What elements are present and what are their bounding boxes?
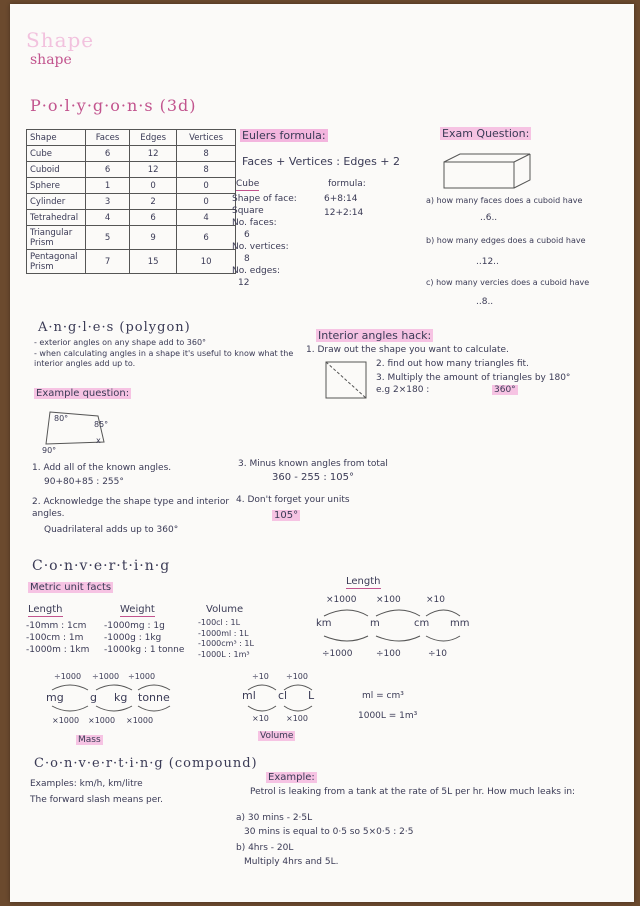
table-cell: 3 bbox=[86, 194, 130, 210]
volume-label bbox=[258, 730, 295, 742]
volume-unit-cl: cl bbox=[278, 689, 288, 702]
metric-volume-lines bbox=[198, 618, 254, 660]
metric-length-lines bbox=[26, 620, 89, 656]
table-cell: 9 bbox=[130, 226, 177, 250]
interior-answer bbox=[492, 384, 518, 396]
table-row bbox=[27, 226, 236, 250]
table-cell: 2 bbox=[130, 194, 177, 210]
metric-weight-line: -1000mg : 1g bbox=[104, 621, 165, 631]
angles-step2: 2. Acknowledge the shape type and interior angles. bbox=[32, 497, 230, 519]
table-cell: Cylinder bbox=[27, 194, 86, 210]
shape-heading: shape bbox=[30, 52, 72, 68]
metric-length-line: -1000m : 1km bbox=[26, 645, 90, 655]
metric-length-line: -100cm : 1m bbox=[26, 633, 84, 643]
interior-step1: 1. Draw out the shape you want to calculate. bbox=[306, 345, 509, 355]
table-cell: Triangular Prism bbox=[27, 226, 86, 250]
length-unit-m: m bbox=[370, 618, 380, 629]
euler-title-text: Eulers formula: bbox=[242, 129, 326, 142]
euler-formula-line2: 12+2:14 bbox=[324, 208, 364, 218]
compound-example-title bbox=[266, 772, 317, 784]
converting-title: C·o·n·v·e·r·t·i·n·g bbox=[32, 558, 171, 574]
cuboid-sketch bbox=[442, 152, 534, 192]
table-cell: 6 bbox=[130, 210, 177, 226]
angles-step4-answer-text: 105° bbox=[274, 510, 299, 521]
metric-volume-line: -1000ml : 1L bbox=[198, 628, 249, 638]
exam-q3: c) how many vercies does a cuboid have bbox=[426, 278, 590, 287]
metric-length-title: Length bbox=[28, 604, 63, 615]
compound-a-note: 30 mins is equal to 0·5 so 5×0·5 : 2·5 bbox=[244, 827, 414, 837]
table-cell: 12 bbox=[130, 162, 177, 178]
mass-mult-1: ×1000 bbox=[52, 716, 80, 725]
volume-div-1: ÷10 bbox=[252, 672, 269, 681]
metric-weight-title: Weight bbox=[120, 604, 155, 615]
polygons-table bbox=[26, 129, 236, 274]
length-div-2: ÷100 bbox=[376, 649, 401, 659]
angles-bullets bbox=[34, 338, 304, 370]
shape-of-face-label: Shape of face: bbox=[232, 194, 297, 204]
angles-step4-answer bbox=[272, 510, 300, 522]
table-cell: 6 bbox=[177, 226, 236, 250]
length-unit-km: km bbox=[316, 618, 332, 629]
table-cell: 8 bbox=[177, 162, 236, 178]
table-cell: 8 bbox=[177, 146, 236, 162]
euler-formula: Faces + Vertices : Edges + 2 bbox=[242, 155, 401, 168]
table-header: Vertices bbox=[177, 130, 236, 146]
table-row bbox=[27, 210, 236, 226]
compound-b-label: b) 4hrs - 20L bbox=[236, 843, 294, 853]
metric-weight-line: -1000g : 1kg bbox=[104, 633, 162, 643]
mass-div-1: ÷1000 bbox=[54, 672, 82, 681]
angles-step1-calc: 90+80+85 : 255° bbox=[44, 477, 124, 487]
exam-title-text: Exam Question: bbox=[442, 127, 530, 140]
faces-value: 6 bbox=[244, 230, 250, 240]
metric-volume-line: -1000L : 1m³ bbox=[198, 649, 250, 659]
vertices-value: 8 bbox=[244, 254, 250, 264]
metric-weight-lines bbox=[104, 620, 184, 656]
volume-eq2: 1000L = 1m³ bbox=[358, 711, 418, 721]
table-cell: 1 bbox=[86, 178, 130, 194]
mass-div-3: ÷1000 bbox=[128, 672, 156, 681]
table-cell: Cube bbox=[27, 146, 86, 162]
square-triangles-figure bbox=[324, 360, 370, 400]
euler-cube-heading: Cube bbox=[236, 179, 260, 189]
faces-label: No. faces: bbox=[232, 218, 277, 228]
interior-title bbox=[316, 330, 433, 342]
table-cell: 6 bbox=[86, 162, 130, 178]
compound-examples: Examples: km/h, km/litre bbox=[30, 779, 143, 789]
vertices-label: No. vertices: bbox=[232, 242, 289, 252]
angles-example-title-text: Example question: bbox=[36, 388, 130, 399]
exam-a3: ..8.. bbox=[476, 297, 494, 307]
compound-a-label: a) 30 mins - 2·5L bbox=[236, 813, 313, 823]
angle-80-label: 80° bbox=[54, 414, 69, 423]
length-mult-1: ×1000 bbox=[326, 595, 357, 605]
table-row bbox=[27, 250, 236, 274]
table-header: Faces bbox=[86, 130, 130, 146]
angle-x-label: x bbox=[96, 436, 101, 445]
table-cell: 0 bbox=[130, 178, 177, 194]
mass-mult-3: ×1000 bbox=[126, 716, 154, 725]
length-div-1: ÷1000 bbox=[322, 649, 353, 659]
table-cell: Sphere bbox=[27, 178, 86, 194]
interior-answer-text: 360° bbox=[494, 385, 516, 395]
table-cell: 6 bbox=[86, 146, 130, 162]
metric-volume-line: -100cl : 1L bbox=[198, 618, 241, 627]
metric-volume-title: Volume bbox=[206, 604, 244, 615]
exam-a1: ..6.. bbox=[480, 213, 498, 223]
compound-title: C·o·n·v·e·r·t·i·n·g (compound) bbox=[34, 756, 258, 771]
metric-weight-line: -1000kg : 1 tonne bbox=[104, 645, 185, 655]
table-cell: 15 bbox=[130, 250, 177, 274]
angles-example-title bbox=[34, 388, 131, 400]
angle-85-label: 85° bbox=[94, 420, 109, 429]
mass-unit-kg: kg bbox=[114, 691, 128, 704]
euler-cube-facts bbox=[232, 193, 312, 289]
angles-bullet: - when calculating angles in a shape it's useful to know what the interior angles add up to. bbox=[34, 348, 294, 368]
table-cell: 4 bbox=[86, 210, 130, 226]
table-cell: 7 bbox=[86, 250, 130, 274]
compound-problem: Petrol is leaking from a tank at the rate of 5L per hr. How much leaks in: bbox=[250, 787, 576, 797]
mass-unit-g: g bbox=[90, 691, 97, 704]
interior-step2: 2. find out how many triangles fit. bbox=[376, 359, 529, 369]
edges-value: 12 bbox=[238, 278, 250, 288]
exam-a2: ..12.. bbox=[476, 257, 499, 267]
angles-step3-calc: 360 - 255 : 105° bbox=[272, 472, 354, 483]
shape-ghost-heading: Shape bbox=[26, 28, 95, 52]
table-row bbox=[27, 194, 236, 210]
angles-bullet: - exterior angles on any shape add to 360° bbox=[34, 338, 207, 347]
mass-div-2: ÷1000 bbox=[92, 672, 120, 681]
exam-q1: a) how many faces does a cuboid have bbox=[426, 196, 583, 205]
compound-slash-note: The forward slash means per. bbox=[30, 795, 163, 805]
table-cell: 0 bbox=[177, 178, 236, 194]
table-cell: 5 bbox=[86, 226, 130, 250]
angles-title: A·n·g·l·e·s (polygon) bbox=[38, 320, 191, 335]
length-div-3: ÷10 bbox=[428, 649, 447, 659]
length-diagram-title: Length bbox=[346, 576, 381, 587]
mass-label-text: Mass bbox=[78, 735, 101, 745]
euler-title bbox=[240, 130, 328, 142]
table-cell: Pentagonal Prism bbox=[27, 250, 86, 274]
angles-step2-note: Quadrilateral adds up to 360° bbox=[44, 525, 179, 535]
exam-q2: b) how many edges does a cuboid have bbox=[426, 236, 586, 245]
notes-page bbox=[10, 4, 634, 902]
length-unit-mm: mm bbox=[450, 618, 470, 629]
volume-div-2: ÷100 bbox=[286, 672, 308, 681]
angles-step3: 3. Minus known angles from total bbox=[238, 459, 388, 469]
table-row bbox=[27, 146, 236, 162]
exam-title bbox=[440, 128, 531, 140]
table-header: Shape bbox=[27, 130, 86, 146]
length-mult-3: ×10 bbox=[426, 595, 445, 605]
table-cell: 4 bbox=[177, 210, 236, 226]
table-cell: Cuboid bbox=[27, 162, 86, 178]
mass-mult-2: ×1000 bbox=[88, 716, 116, 725]
interior-step3: 3. Multiply the amount of triangles by 180° e.g 2×180 : bbox=[376, 373, 571, 395]
volume-label-text: Volume bbox=[260, 731, 294, 741]
mass-label bbox=[76, 734, 103, 746]
volume-mult-2: ×100 bbox=[286, 714, 308, 723]
metric-volume-line: -1000cm³ : 1L bbox=[198, 639, 254, 648]
table-cell: 12 bbox=[130, 146, 177, 162]
table-cell: 10 bbox=[177, 250, 236, 274]
table-cell: Tetrahedral bbox=[27, 210, 86, 226]
euler-formula-line1: 6+8:14 bbox=[324, 194, 358, 204]
volume-eq1: ml = cm³ bbox=[362, 691, 404, 701]
metric-length-line: -10mm : 1cm bbox=[26, 621, 87, 631]
table-header-row bbox=[27, 130, 236, 146]
table-row bbox=[27, 178, 236, 194]
polygons-title: P·o·l·y·g·o·n·s (3d) bbox=[30, 96, 197, 115]
metric-title bbox=[28, 582, 113, 594]
volume-unit-l: L bbox=[308, 689, 315, 702]
angle-90-label: 90° bbox=[42, 446, 57, 455]
table-cell: 0 bbox=[177, 194, 236, 210]
angles-step4: 4. Don't forget your units bbox=[236, 495, 350, 505]
metric-title-text: Metric unit facts bbox=[30, 582, 112, 593]
angles-step1: 1. Add all of the known angles. bbox=[32, 463, 172, 473]
shape-of-face-value: Square bbox=[232, 206, 264, 216]
volume-mult-1: ×10 bbox=[252, 714, 269, 723]
euler-formula-label: formula: bbox=[328, 179, 366, 189]
table-header: Edges bbox=[130, 130, 177, 146]
edges-label: No. edges: bbox=[232, 266, 281, 276]
compound-example-title-text: Example: bbox=[268, 772, 315, 783]
length-mult-2: ×100 bbox=[376, 595, 401, 605]
mass-unit-tonne: tonne bbox=[138, 691, 170, 704]
length-arrows bbox=[310, 602, 470, 648]
volume-unit-ml: ml bbox=[242, 689, 256, 702]
mass-unit-mg: mg bbox=[46, 691, 64, 704]
table-row bbox=[27, 162, 236, 178]
compound-b-note: Multiply 4hrs and 5L. bbox=[244, 857, 339, 867]
interior-title-text: Interior angles hack: bbox=[318, 329, 432, 342]
length-unit-cm: cm bbox=[414, 618, 430, 629]
